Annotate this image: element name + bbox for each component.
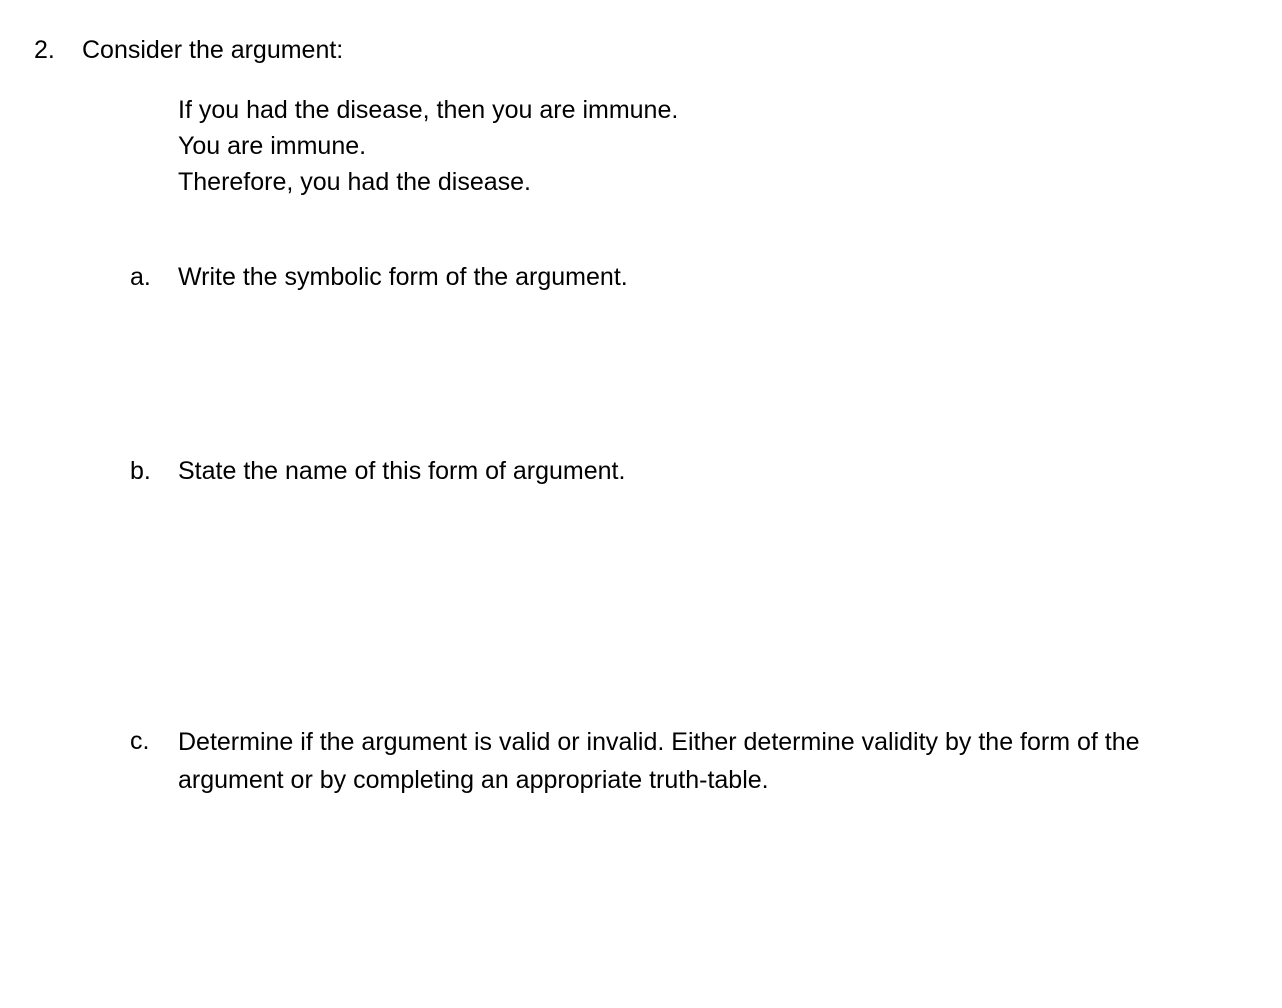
premise-2: You are immune. — [178, 132, 367, 160]
part-b-text: State the name of this form of argument. — [178, 457, 626, 485]
part-c-text: Determine if the argument is valid or invalid. Either determine validity by the form of the argument or by completing an appropriate truth-table. — [178, 728, 1140, 794]
question-number: 2. — [34, 36, 55, 64]
question-prompt: Consider the argument: — [82, 36, 344, 64]
part-b-label: b. — [130, 457, 151, 485]
conclusion: Therefore, you had the disease. — [178, 168, 532, 196]
part-a-label: a. — [130, 263, 151, 291]
premise-1: If you had the disease, then you are immune. — [178, 96, 679, 124]
part-a-text: Write the symbolic form of the argument. — [178, 263, 628, 291]
part-c-label: c. — [130, 727, 150, 755]
